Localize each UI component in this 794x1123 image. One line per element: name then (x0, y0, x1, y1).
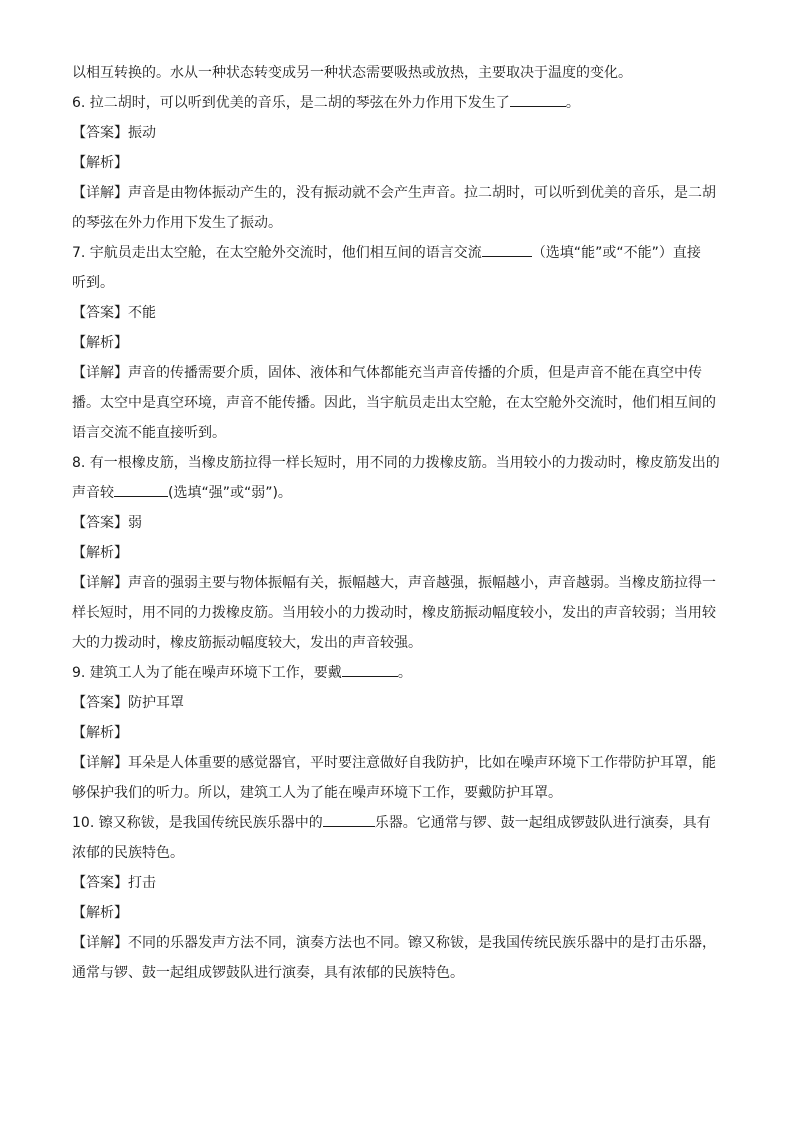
answer-row (72, 692, 722, 714)
detail-line: 样长短时，用不同的力拨橡皮筋。当用较小的力拨动时，橡皮筋振动幅度较小，发出的声音较弱；当用较 (72, 605, 716, 621)
question-text-end: （选填“能”或“不能”）直接 (531, 245, 701, 261)
answer-value: 弱 (128, 515, 142, 531)
answer-value: 打击 (128, 875, 156, 891)
detail-line: 的琴弦在外力作用下发生了振动。 (72, 215, 282, 231)
answer-value: 振动 (128, 125, 156, 141)
question-6-text (72, 92, 722, 114)
detail-line (72, 932, 722, 954)
analysis-label: 【解析】 (72, 545, 128, 561)
detail-paragraph (72, 752, 722, 804)
answer-value: 防护耳罩 (128, 695, 184, 711)
question-text-end: 。 (565, 95, 580, 111)
answer-label: 【答案】 (72, 695, 128, 711)
detail-paragraph (72, 182, 722, 234)
question-8-line-1: 8. 有一根橡皮筋，当橡皮筋拉得一样长短时，用不同的力拨橡皮筋。当用较小的力拨动时，橡皮筋发出的 (72, 455, 720, 471)
answer-row (72, 872, 722, 894)
question-7-line-1 (72, 242, 722, 264)
answer-row (72, 122, 722, 144)
question-10-line-2: 浓郁的民族特色。 (72, 845, 184, 861)
question-text-end: (选填“强”或“弱”)。 (168, 485, 292, 501)
question-text: 7. 宇航员走出太空舱，在太空舱外交流时，他们相互间的语言交流 (72, 245, 482, 261)
detail-label: 【详解】 (72, 185, 128, 201)
detail-line (72, 752, 722, 774)
analysis-label: 【解析】 (72, 335, 128, 351)
intro-paragraph (72, 62, 722, 84)
answer-blank (323, 812, 375, 827)
question-7-line-2: 听到。 (72, 275, 114, 291)
detail-line: 大的力拨动时，橡皮筋振动幅度较大，发出的声音较强。 (72, 635, 422, 651)
question-text: 声音较 (72, 485, 114, 501)
question-text: 6. 拉二胡时，可以听到优美的音乐，是二胡的琴弦在外力作用下发生了 (72, 95, 510, 111)
answer-label: 【答案】 (72, 875, 128, 891)
answer-row (72, 302, 722, 324)
question-10 (72, 812, 722, 864)
analysis-label: 【解析】 (72, 725, 128, 741)
detail-label: 【详解】 (72, 755, 128, 771)
detail-text: 耳朵是人体重要的感觉器官，平时要注意做好自我防护，比如在噪声环境下工作带防护耳罩，能 (128, 755, 716, 771)
detail-text: 不同的乐器发声方法不同，演奏方法也不同。镲又称钹，是我国传统民族乐器中的是打击乐器， (128, 935, 716, 951)
answer-label: 【答案】 (72, 515, 128, 531)
detail-paragraph (72, 932, 722, 984)
answer-value: 不能 (128, 305, 156, 321)
answer-label: 【答案】 (72, 305, 128, 321)
answer-blank (482, 242, 532, 257)
question-8-line-2 (72, 482, 722, 504)
detail-text: 声音的传播需要介质，固体、液体和气体都能充当声音传播的介质，但是声音不能在真空中传 (128, 365, 702, 381)
analysis-label: 【解析】 (72, 155, 128, 171)
answer-blank (510, 92, 566, 107)
question-6 (72, 92, 722, 114)
question-text-end: 。 (397, 665, 412, 681)
question-9-text (72, 662, 722, 684)
answer-blank (342, 662, 398, 677)
answer-label: 【答案】 (72, 125, 128, 141)
question-text: 10. 镲又称钹，是我国传统民族乐器中的 (72, 815, 323, 831)
question-9 (72, 662, 722, 684)
question-10-line-1 (72, 812, 722, 834)
answer-blank (114, 482, 168, 497)
question-text: 9. 建筑工人为了能在噪声环境下工作，要戴 (72, 665, 342, 681)
text-line: 以相互转换的。水从一种状态转变成另一种状态需要吸热或放热，主要取决于温度的变化。 (72, 65, 632, 81)
detail-label: 【详解】 (72, 365, 128, 381)
detail-line: 播。太空中是真空环境，声音不能传播。因此，当宇航员走出太空舱，在太空舱外交流时，他们相互间的 (72, 395, 716, 411)
detail-line (72, 182, 722, 204)
detail-text: 声音是由物体振动产生的，没有振动就不会产生声音。拉二胡时，可以听到优美的音乐，是二胡 (128, 185, 716, 201)
detail-line: 通常与锣、鼓一起组成锣鼓队进行演奏，具有浓郁的民族特色。 (72, 965, 464, 981)
detail-line: 语言交流不能直接听到。 (72, 425, 226, 441)
document-page (72, 62, 722, 992)
detail-label: 【详解】 (72, 575, 128, 591)
analysis-label: 【解析】 (72, 905, 128, 921)
detail-line (72, 362, 722, 384)
question-7 (72, 242, 722, 294)
question-8 (72, 452, 722, 504)
detail-text: 声音的强弱主要与物体振幅有关，振幅越大，声音越强，振幅越小，声音越弱。当橡皮筋拉得一 (128, 575, 716, 591)
detail-line (72, 572, 722, 594)
detail-line: 够保护我们的听力。所以，建筑工人为了能在噪声环境下工作，要戴防护耳罩。 (72, 785, 562, 801)
answer-row (72, 512, 722, 534)
question-text-end: 乐器。它通常与锣、鼓一起组成锣鼓队进行演奏，具有 (374, 815, 711, 831)
detail-paragraph (72, 362, 722, 444)
detail-paragraph (72, 572, 722, 654)
detail-label: 【详解】 (72, 935, 128, 951)
